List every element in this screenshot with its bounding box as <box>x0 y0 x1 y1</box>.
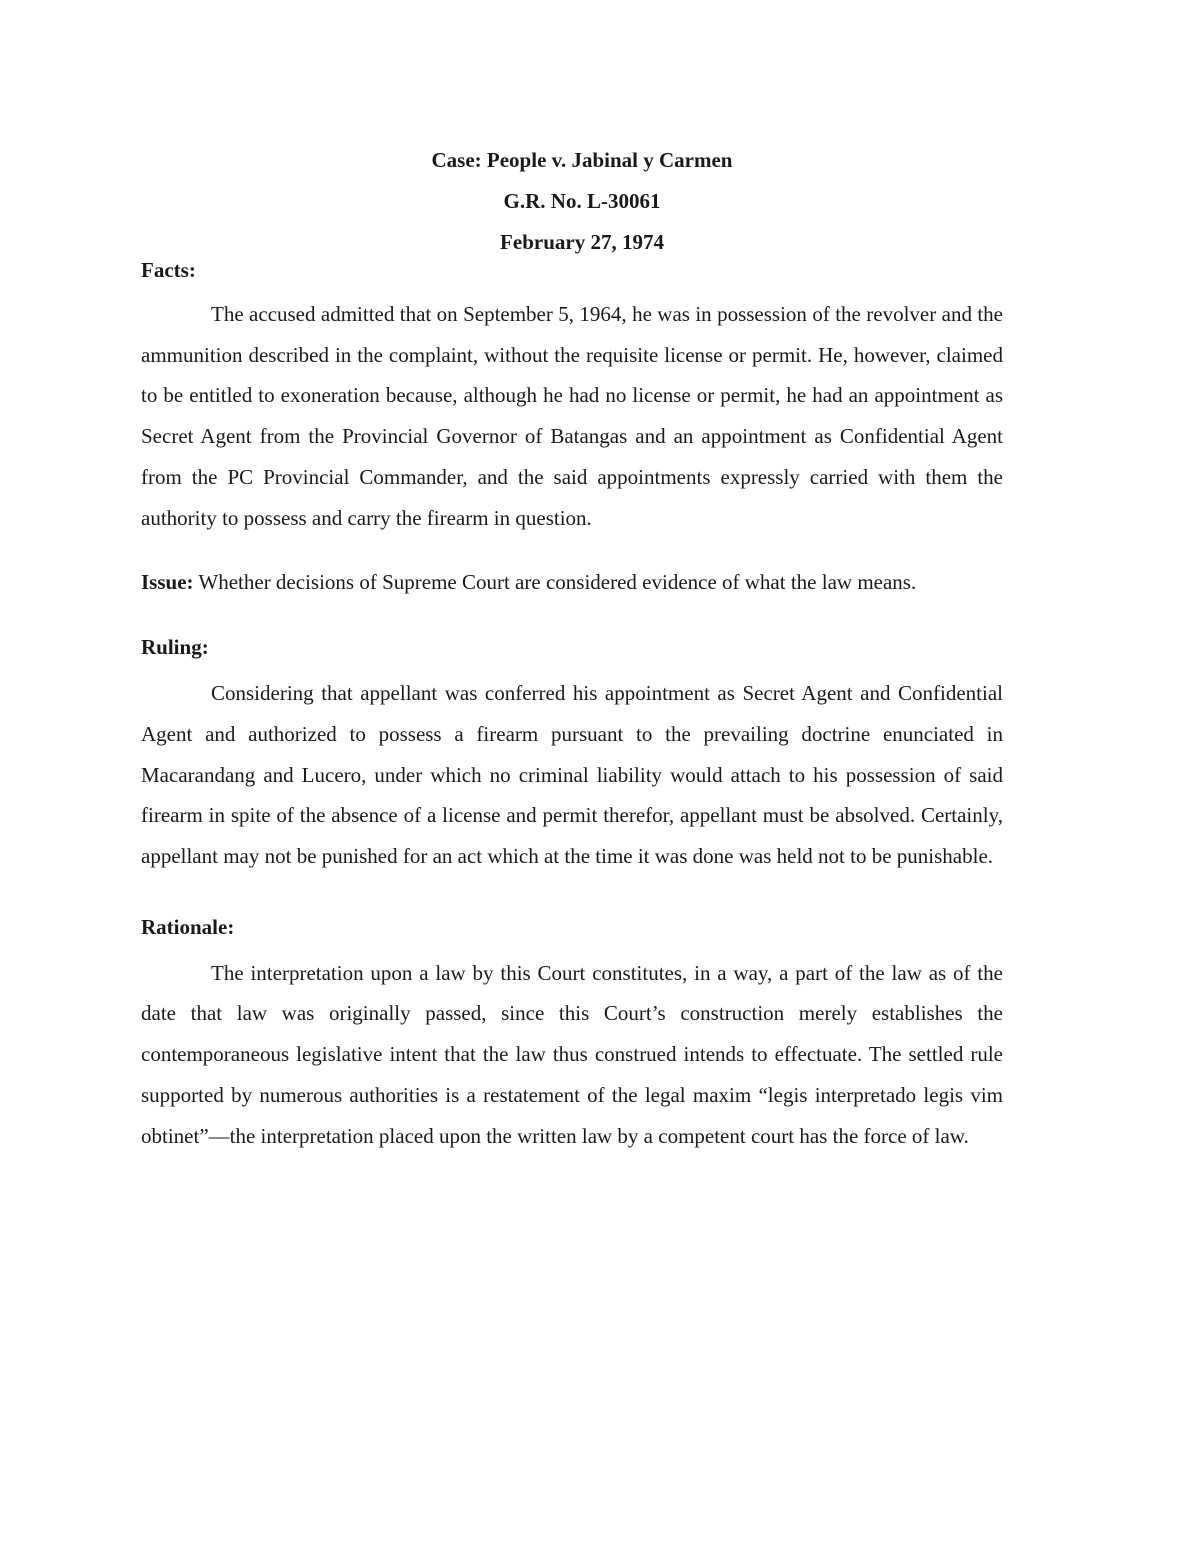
issue-label: Issue: <box>141 570 194 595</box>
case-title: Case: People v. Jabinal y Carmen <box>431 148 733 172</box>
ruling-heading: Ruling: <box>141 635 209 660</box>
document-body <box>141 140 1003 1156</box>
issue-paragraph <box>141 562 1003 603</box>
issue-text: Whether decisions of Supreme Court are considered evidence of what the law means. <box>198 570 917 595</box>
decision-date: February 27, 1974 <box>500 230 664 254</box>
rationale-paragraph: The interpretation upon a law by this Court constitutes, in a way, a part of the law as of the date that law was originally passed, since this Court’s construction merely establishes the contemporaneous legislative intent that the law thus construed intends to effectuate. The settled rule supported by numerous authorities is a restatement of the legal maxim “legis interpretado legis vim obtinet”—the interpretation placed upon the written law by a competent court has the force of law. <box>141 960 1003 1148</box>
gr-number: G.R. No. L-30061 <box>503 189 661 213</box>
ruling-paragraph: Considering that appellant was conferred his appointment as Secret Agent and Confidential Agent and authorized to possess a firearm pursuant to the prevailing doctrine enunciated in Macarandang and Lucero, under which no criminal liability would attach to his possession of said firearm in spite of the absence of a license and permit therefor, appellant must be absolved. Certainly, appellant may not be punished for an act which at the time it was done was held not to be punishable. <box>141 681 1003 869</box>
rationale-heading: Rationale: <box>141 914 235 939</box>
title-block <box>141 140 1003 263</box>
facts-paragraph: The accused admitted that on September 5, 1964, he was in possession of the revolver and the ammunition described in the complaint, without the requisite license or permit. He, however, claimed to be entitled to exoneration because, although he had no license or permit, he had an appointment as Secret Agent from the Provincial Governor of Batangas and an appointment as Confidential Agent from the PC Provincial Commander, and the said appointments expressly carried with them the authority to possess and carry the firearm in question. <box>141 302 1003 530</box>
facts-heading: Facts: <box>141 258 196 282</box>
